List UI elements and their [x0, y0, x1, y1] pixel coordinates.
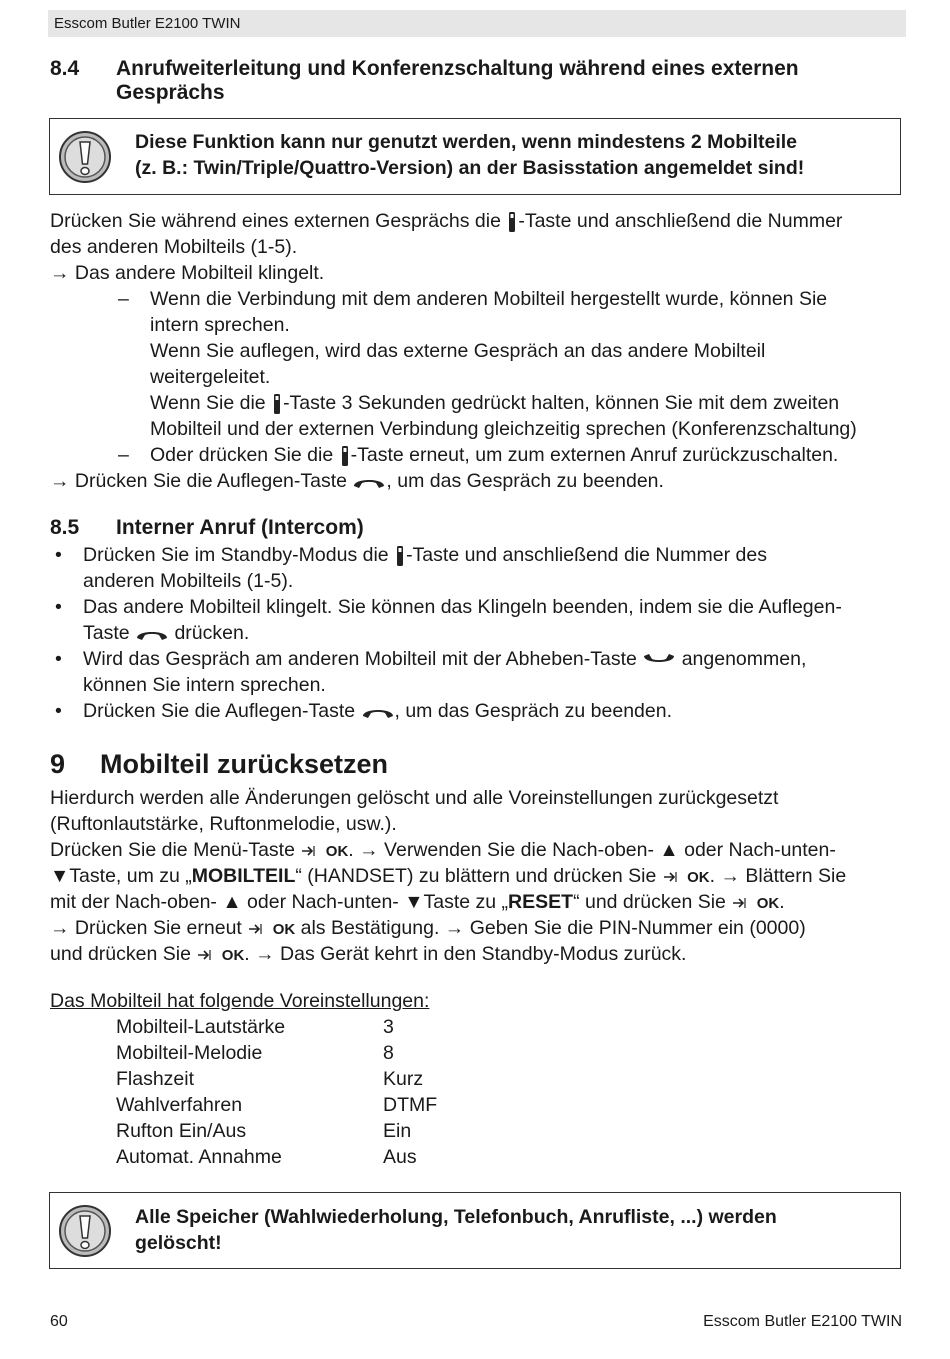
note-text: Diese Funktion kann nur genutzt werden, wenn mindestens 2 Mobilteile (z. B.: Twin/Triple/Quattro-Version) an der Basisstation angemeldet sind! — [135, 131, 805, 179]
menu-ok-key-icon — [196, 948, 216, 962]
dash-item-line: Wenn die Verbindung mit dem anderen Mobilteil hergestellt wurde, können Sie — [150, 288, 828, 310]
bullet-item-line: können Sie intern sprechen. — [83, 674, 326, 696]
dash-item-line: Mobilteil und der externen Verbindung gleichzeitig sprechen (Konferenzschaltung) — [150, 418, 857, 440]
intercom-key-icon — [506, 210, 518, 234]
page-number: 60 — [50, 1313, 68, 1330]
menu-ok-key-icon — [662, 870, 682, 884]
dash-marker: – — [118, 288, 129, 310]
warning-icon — [58, 130, 112, 184]
intercom-key-icon — [271, 392, 283, 416]
bullet-marker: • — [55, 700, 62, 722]
paragraph-line: des anderen Mobilteils (1-5). — [50, 236, 298, 258]
note-box — [49, 118, 901, 195]
dash-item-line: weitergeleitet. — [150, 366, 271, 388]
section-number: 8.5 — [50, 516, 80, 539]
warning-icon — [58, 1204, 112, 1258]
dash-item-line: Wenn Sie auflegen, wird das externe Gespräch an das andere Mobilteil — [150, 340, 766, 362]
bullet-item-line: Das andere Mobilteil klingelt. Sie können das Klingeln beenden, indem sie die Auflegen- — [83, 596, 842, 618]
result-line: → Das andere Mobilteil klingelt. — [50, 262, 325, 284]
hang-up-key-icon — [135, 624, 169, 644]
defaults-value: Kurz — [383, 1068, 424, 1090]
pick-up-key-icon — [642, 650, 676, 670]
section-title: Interner Anruf (Intercom) — [116, 516, 364, 539]
paragraph-line: Drücken Sie die Menü-Taste OK. → Verwenden Sie die Nach-oben- ▲ oder Nach-unten- — [50, 839, 836, 861]
running-header: Esscom Butler E2100 TWIN — [48, 10, 906, 37]
defaults-value: Aus — [383, 1146, 417, 1168]
intercom-key-icon — [339, 444, 351, 468]
paragraph-line: Hierdurch werden alle Änderungen gelöscht und alle Voreinstellungen zurückgesetzt — [50, 787, 779, 809]
paragraph-line: Drücken Sie während eines externen Gesprächs die -Taste und anschließend die Nummer — [50, 210, 843, 232]
dash-item-line: Wenn Sie die -Taste 3 Sekunden gedrückt halten, können Sie mit dem zweiten — [150, 392, 840, 414]
defaults-label: Rufton Ein/Aus — [116, 1120, 247, 1142]
dash-item-line: Oder drücken Sie die -Taste erneut, um zum externen Anruf zurückzuschalten. — [150, 444, 839, 466]
dash-marker: – — [118, 444, 129, 466]
bullet-item-line: Drücken Sie im Standby-Modus die -Taste und anschließend die Nummer des — [83, 544, 767, 566]
hang-up-key-icon — [352, 472, 386, 492]
paragraph-line: (Ruftonlautstärke, Ruftonmelodie, usw.). — [50, 813, 397, 835]
defaults-label: Mobilteil-Melodie — [116, 1042, 263, 1064]
section-number: 9 — [50, 749, 66, 779]
bullet-marker: • — [55, 544, 62, 566]
defaults-value: 8 — [383, 1042, 394, 1064]
defaults-value: Ein — [383, 1120, 412, 1142]
defaults-heading: Das Mobilteil hat folgende Voreinstellungen: — [50, 990, 430, 1012]
menu-ok-key-icon — [731, 896, 751, 910]
intercom-key-icon — [394, 544, 406, 568]
bullet-item-line: Wird das Gespräch am anderen Mobilteil mit der Abheben-Taste angenommen, — [83, 648, 807, 670]
dash-item-line: intern sprechen. — [150, 314, 290, 336]
defaults-label: Automat. Annahme — [116, 1146, 282, 1168]
paragraph-line: mit der Nach-oben- ▲ oder Nach-unten- ▼Taste zu „RESET“ und drücken Sie OK. — [50, 891, 785, 913]
bullet-item-line: Drücken Sie die Auflegen-Taste , um das Gespräch zu beenden. — [83, 700, 673, 722]
paragraph-line: → Drücken Sie erneut OK als Bestätigung. → Geben Sie die PIN-Nummer ein (0000) — [50, 917, 806, 939]
defaults-value: DTMF — [383, 1094, 438, 1116]
paragraph-line: ▼Taste, um zu „MOBILTEIL“ (HANDSET) zu blättern und drücken Sie OK. → Blättern Sie — [50, 865, 847, 887]
bullet-item-line: anderen Mobilteils (1-5). — [83, 570, 294, 592]
bullet-item-line: Taste drücken. — [83, 622, 250, 644]
defaults-label: Flashzeit — [116, 1068, 195, 1090]
menu-ok-key-icon — [247, 922, 267, 936]
defaults-label: Wahlverfahren — [116, 1094, 243, 1116]
note-box — [49, 1192, 901, 1269]
section-number: 8.4 — [50, 57, 80, 80]
menu-ok-key-icon — [300, 844, 320, 858]
defaults-label: Mobilteil-Lautstärke — [116, 1016, 286, 1038]
running-footer: Esscom Butler E2100 TWIN — [703, 1313, 902, 1330]
result-line: → Drücken Sie die Auflegen-Taste , um das Gespräch zu beenden. — [50, 470, 664, 492]
hang-up-key-icon — [361, 702, 395, 722]
bullet-marker: • — [55, 648, 62, 670]
note-text: Alle Speicher (Wahlwiederholung, Telefonbuch, Anrufliste, ...) werden gelöscht! — [135, 1206, 777, 1254]
paragraph-line: und drücken Sie OK. → Das Gerät kehrt in den Standby-Modus zurück. — [50, 943, 687, 965]
defaults-value: 3 — [383, 1016, 394, 1038]
bullet-marker: • — [55, 596, 62, 618]
section-title: Anrufweiterleitung und Konferenzschaltung während eines externen Gesprächs — [116, 57, 799, 104]
section-title: Mobilteil zurücksetzen — [100, 749, 389, 779]
